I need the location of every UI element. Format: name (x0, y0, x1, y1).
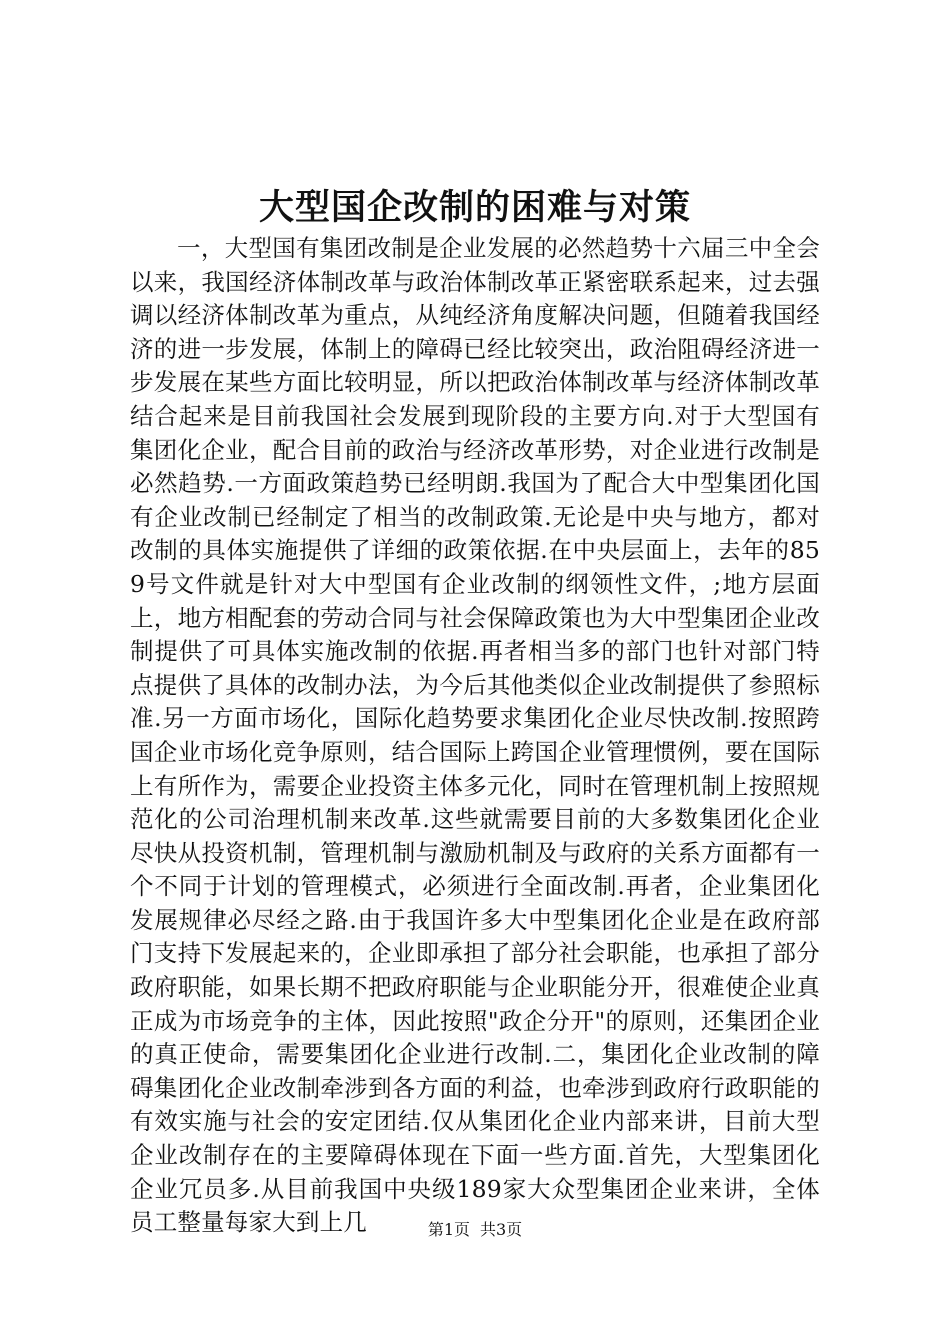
document-body: 一，大型国有集团改制是企业发展的必然趋势十六届三中全会以来，我国经济体制改革与政治体制改革正紧密联系起来，过去强调以经济体制改革为重点，从纯经济角度解决问题，但随着我国经济的进一步发展，体制上的障碍已经比较突出，政治阻碍经济进一步发展在某些方面比较明显，所以把政治体制改革与经济体制改革结合起来是目前我国社会发展到现阶段的主要方向.对于大型国有集团化企业，配合目前的政治与经济改革形势，对企业进行改制是必然趋势.一方面政策趋势已经明朗.我国为了配合大中型集团化国有企业改制已经制定了相当的改制政策.无论是中央与地方，都对改制的具体实施提供了详细的政策依据.在中央层面上，去年的859号文件就是针对大中型国有企业改制的纲领性文件，;地方层面上，地方相配套的劳动合同与社会保障政策也为大中型集团企业改制提供了可具体实施改制的依据.再者相当多的部门也针对部门特点提供了具体的改制办法，为今后其他类似企业改制提供了参照标准.另一方面市场化，国际化趋势要求集团化企业尽快改制.按照跨国企业市场化竞争原则，结合国际上跨国企业管理惯例，要在国际上有所作为，需要企业投资主体多元化，同时在管理机制上按照规范化的公司治理机制来改革.这些就需要目前的大多数集团化企业尽快从投资机制，管理机制与激励机制及与政府的关系方面都有一个不同于计划的管理模式，必须进行全面改制.再者，企业集团化发展规律必尽经之路.由于我国许多大中型集团化企业是在政府部门支持下发展起来的，企业即承担了部分社会职能，也承担了部分政府职能，如果长期不把政府职能与企业职能分开，很难使企业真正成为市场竞争的主体，因此按照"政企分开"的原则，还集团企业的真正使命，需要集团化企业进行改制.二，集团化企业改制的障碍集团化企业改制牵涉到各方面的利益，也牵涉到政府行政职能的有效实施与社会的安定团结.仅从集团化企业内部来讲，目前大型企业改制存在的主要障碍体现在下面一些方面.首先，大型集团化企业冗员多.从目前我国中央级189家大众型集团企业来讲，全体员工整量每家大到上几 (130, 234, 820, 1237)
document-title: 大型国企改制的困难与对策 (258, 187, 691, 228)
page-number: 第1页 (427, 1220, 470, 1239)
page-total: 共3页 (480, 1220, 523, 1239)
page-footer (0, 1218, 950, 1242)
